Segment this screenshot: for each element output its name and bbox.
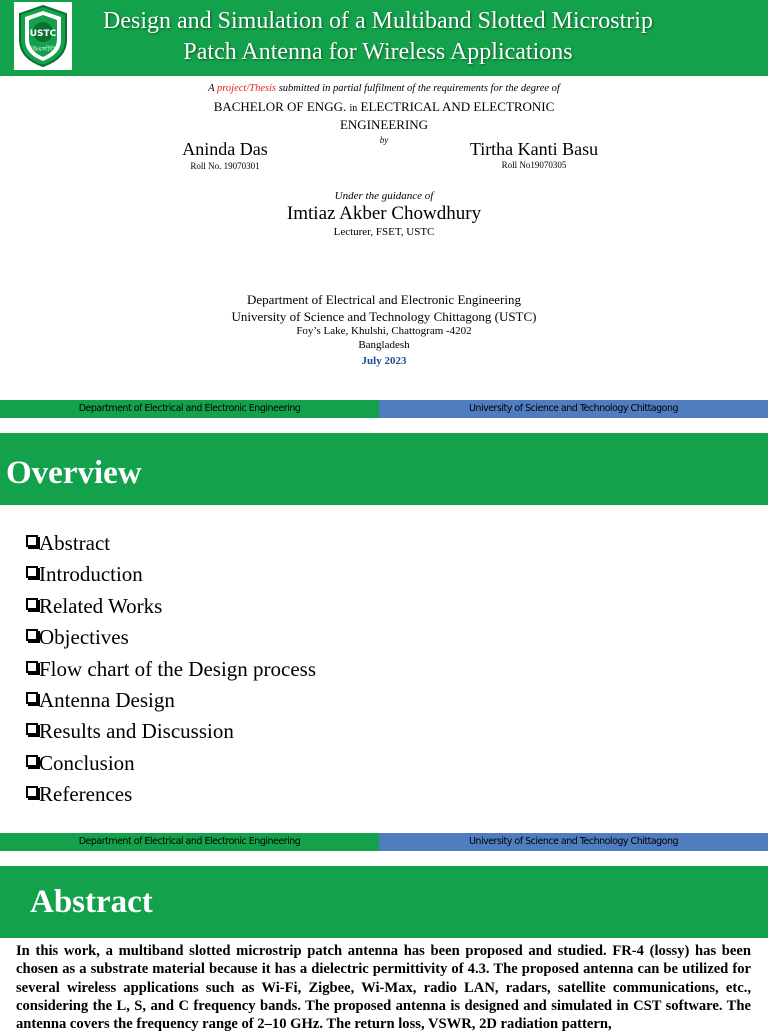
- degree-title: [0, 99, 768, 133]
- checkbox-bullet-icon: [26, 755, 38, 767]
- submission-date: July 2023: [361, 355, 407, 367]
- degree-part1: BACHELOR OF ENGG.: [213, 99, 347, 114]
- footer-university: University of Science and Technology Chittagong: [379, 833, 768, 851]
- degree-line2: ENGINEERING: [339, 117, 429, 132]
- overview-title: Overview: [6, 455, 142, 491]
- by-label: by: [379, 135, 389, 145]
- university-name: University of Science and Technology Chittagong (USTC): [231, 309, 537, 324]
- degree-in: in: [349, 103, 358, 114]
- list-item: [26, 748, 316, 779]
- list-item: [26, 528, 316, 559]
- overview-list: [26, 528, 316, 811]
- checkbox-bullet-icon: [26, 535, 38, 547]
- list-item-label: Conclusion: [39, 750, 135, 775]
- author-2-roll: Roll No19070305: [501, 160, 567, 170]
- presentation-title: [78, 6, 678, 68]
- submitted-highlight: project/Thesis: [216, 83, 277, 94]
- list-item: [26, 622, 316, 653]
- list-item: [26, 654, 316, 685]
- list-item-label: Objectives: [39, 625, 129, 650]
- footer-university: University of Science and Technology Chittagong: [379, 400, 768, 418]
- checkbox-bullet-icon: [26, 598, 38, 610]
- title-line-1: Design and Simulation of a Multiband Slotted Microstrip: [103, 8, 653, 34]
- abstract-title: Abstract: [30, 884, 153, 920]
- abstract-paragraph: In this work, a multiband slotted microstrip patch antenna has been proposed and studied. FR-4 (lossy) has been chosen as a substrate material because it has a dielectric permittivity of 4.3. The proposed antenna can be utilized for several wireless applications such as Wi-Fi, Zigbee, Wi-Max, radio LAN, radars, satellite communications, etc., considering the L, S, and C frequency bands. The proposed antenna is designed and simulated in CST software. The antenna covers the frequency range of 2–10 GHz. The return loss, VSWR, 2D radiation pattern,: [16, 943, 751, 1033]
- guidance-label: Under the guidance of: [334, 190, 434, 202]
- checkbox-bullet-icon: [26, 629, 38, 641]
- checkbox-bullet-icon: [26, 786, 38, 798]
- list-item-label: Related Works: [39, 593, 163, 618]
- country: Bangladesh: [358, 339, 410, 351]
- list-item: [26, 716, 316, 747]
- list-item-label: Flow chart of the Design process: [39, 656, 317, 681]
- list-item: [26, 779, 316, 810]
- author-1-name: Aninda Das: [182, 139, 268, 159]
- list-item-label: Results and Discussion: [39, 719, 234, 744]
- list-item: [26, 559, 316, 590]
- author-2-name: Tirtha Kanti Basu: [469, 139, 599, 159]
- supervisor-role: Lecturer, FSET, USTC: [333, 226, 435, 238]
- checkbox-bullet-icon: [26, 692, 38, 704]
- list-item: [26, 591, 316, 622]
- submission-statement: [0, 83, 768, 94]
- author-1-roll: Roll No. 19070301: [190, 161, 260, 171]
- logo-text: USTC: [29, 29, 57, 39]
- degree-part2: ELECTRICAL AND ELECTRONIC: [360, 99, 555, 114]
- title-line-2: Patch Antenna for Wireless Applications: [183, 39, 573, 65]
- footer-department: Department of Electrical and Electronic Engineering: [0, 400, 379, 418]
- checkbox-bullet-icon: [26, 723, 38, 735]
- list-item: [26, 685, 316, 716]
- list-item-label: References: [39, 782, 133, 807]
- list-item-label: Antenna Design: [39, 687, 175, 712]
- footer-department: Department of Electrical and Electronic Engineering: [0, 833, 379, 851]
- checkbox-bullet-icon: [26, 566, 38, 578]
- department-name: Department of Electrical and Electronic Engineering: [247, 292, 521, 307]
- submitted-prefix: A: [208, 83, 215, 94]
- supervisor-name: Imtiaz Akber Chowdhury: [286, 203, 482, 224]
- checkbox-bullet-icon: [26, 661, 38, 673]
- list-item-label: Abstract: [39, 531, 111, 555]
- logo-subtext: ইউএসটিসি: [29, 46, 57, 53]
- university-address: Foy’s Lake, Khulshi, Chattogram -4202: [296, 325, 472, 337]
- submitted-rest: submitted in partial fulfilment of the requirements for the degree of: [278, 83, 560, 94]
- ustc-logo: [14, 2, 72, 70]
- list-item-label: Introduction: [39, 562, 143, 587]
